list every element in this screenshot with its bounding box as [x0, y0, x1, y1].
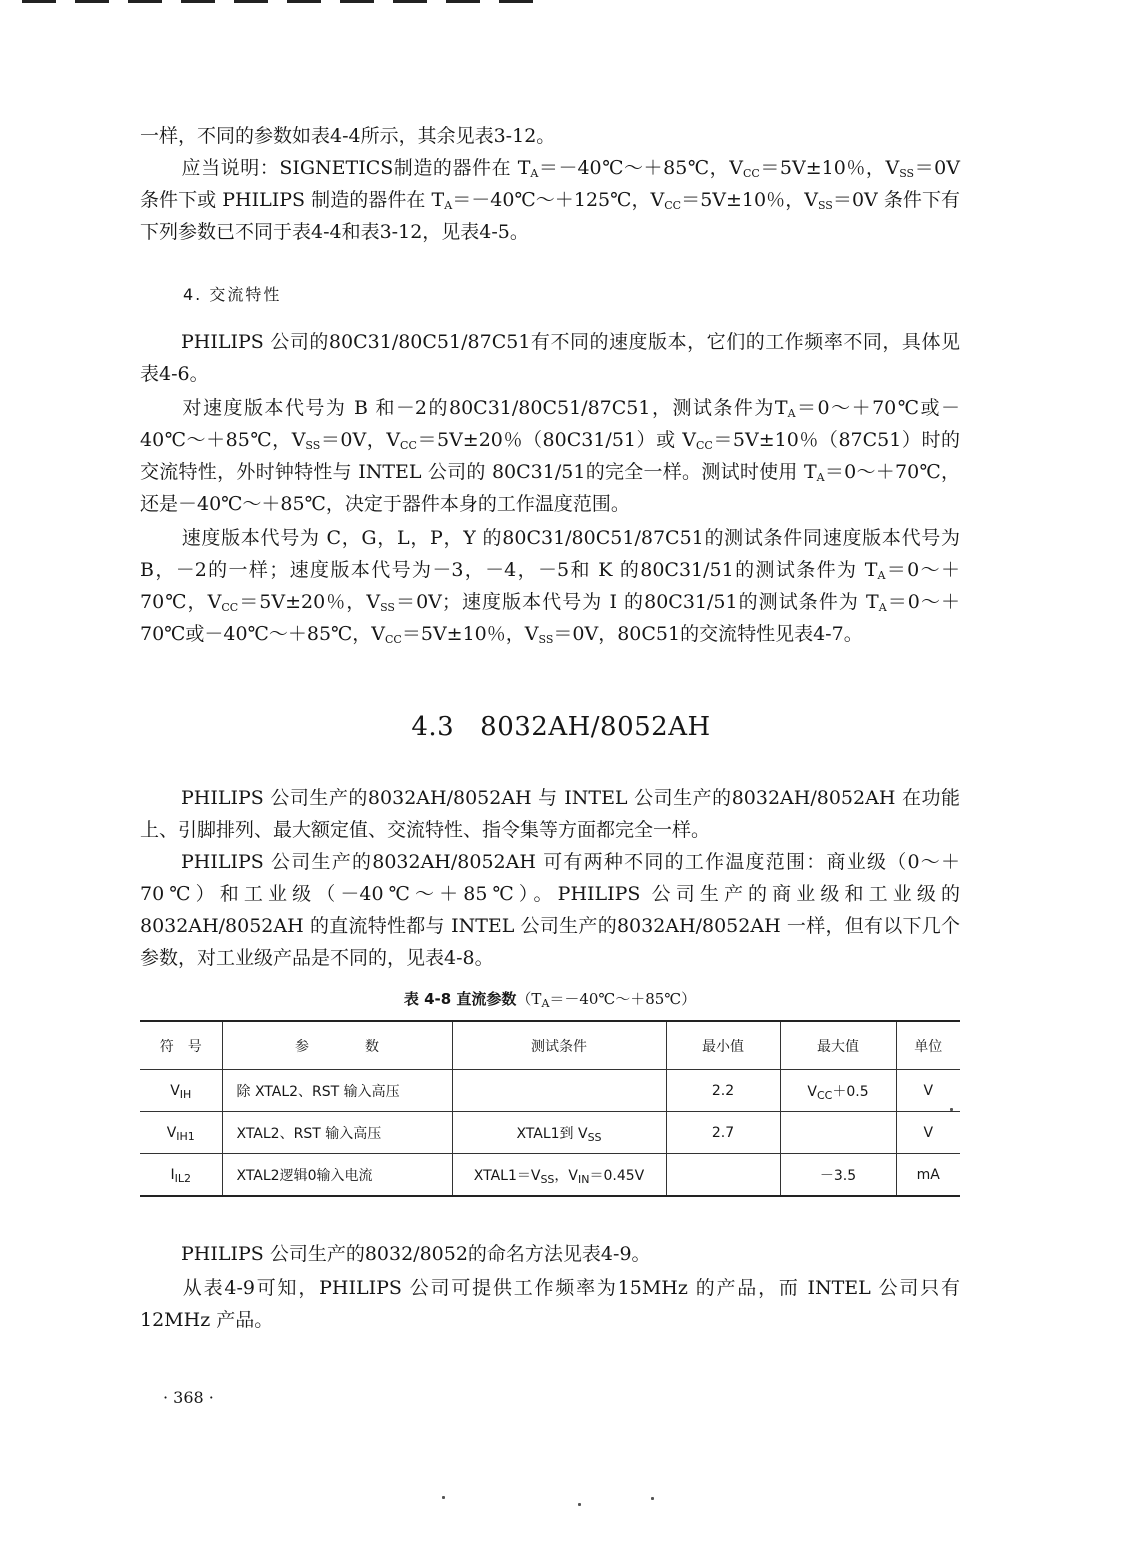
header-max: 最大值 — [780, 1021, 896, 1070]
cell-symbol: $I_{IL2}$ — [140, 1154, 222, 1197]
table-row — [140, 1154, 960, 1197]
paragraph-signetics-note: 应当说明：SIGNETICS制造的器件在 $T_A=-40℃\sim+85℃$，$V_{CC}=5V\pm 10$％，$V_{SS}=0V$ 条件下或 PHILIPS 制造的器件在 $T_A=-40℃\sim+125℃$，$V_{CC}=5V\pm 10$％，$V_{SS}=0V$ 条件下有下列参数已不同于表4-4和表3-12，见表4-5。 — [140, 157, 960, 243]
paragraph-frequency-note: 从表4-9可知，PHILIPS 公司可提供工作频率为15MHz 的产品，而 INTEL 公司只有12MHz 产品。 — [140, 1277, 960, 1331]
cell-max: $V_{CC}+0.5$ — [780, 1070, 896, 1112]
cell-test-condition — [452, 1070, 666, 1112]
paragraph-speed-versions: PHILIPS 公司的80C31/80C51/87C51有不同的速度版本，它们的工作频率不同，具体见表4-6。 — [140, 331, 960, 385]
cell-min: 2.7 — [666, 1112, 780, 1154]
cell-max — [780, 1112, 896, 1154]
cell-parameter: XTAL2逻辑0输入电流 — [222, 1154, 452, 1197]
paragraph-continuation: 一样，不同的参数如表4-4所示，其余见表3-12。 — [140, 125, 556, 147]
cell-unit: mA — [896, 1154, 960, 1197]
cell-min — [666, 1154, 780, 1197]
page-number: · 368 · — [163, 1388, 214, 1407]
cell-max: －3.5 — [780, 1154, 896, 1197]
paragraph-test-conditions: 对速度版本代号为 B 和－2的80C31/80C51/87C51，测试条件为$T_A=0\sim+70℃$或－40℃～＋85℃，$V_{SS}=0V$，$V_{CC}=5V\pm 20$％（80C31/51）或 $V_{CC}=5V\pm 10$％（87C51）时的交流特性，外时钟特性与 INTEL 公司的 80C31/51的完全一样。测试时使用 $T_A=0\sim+70℃$，还是－40℃～＋85℃，决定于器件本身的工作温度范围。 — [140, 397, 960, 515]
section-number: 4.3 — [411, 712, 455, 742]
section-title-text: 8032AH/8052AH — [480, 712, 711, 742]
cell-unit: V — [896, 1112, 960, 1154]
paragraph-8032ah-intro: PHILIPS 公司生产的8032AH/8052AH 与 INTEL 公司生产的8032AH/8052AH 在功能上、引脚排列、最大额定值、交流特性、指令集等方面都完全一样。 — [140, 787, 960, 841]
cell-symbol: $V_{IH}$ — [140, 1070, 222, 1112]
cell-test-condition: XTAL1到 $V_{SS}$ — [452, 1112, 666, 1154]
subheading-ac-characteristics: 4. 交流特性 — [183, 285, 282, 304]
cell-test-condition: $XTAL1=V_{SS}$，$V_{IN}=0.45V$ — [452, 1154, 666, 1197]
cell-unit: V — [896, 1070, 960, 1112]
table-header-row — [140, 1021, 960, 1070]
section-heading — [0, 712, 1122, 742]
paragraph-temperature-ranges: PHILIPS 公司生产的8032AH/8052AH 可有两种不同的工作温度范围：商业级（0～＋70℃）和工业级（－40℃～＋85℃）。PHILIPS 公司生产的商业级和工业级的8032AH/8052AH 的直流特性都与 INTEL 公司生产的8032AH/8052AH 一样，但有以下几个参数，对工业级产品是不同的，见表4-8。 — [140, 851, 960, 969]
header-symbol: 符 号 — [140, 1021, 222, 1070]
cell-symbol: $V_{IH1}$ — [140, 1112, 222, 1154]
table-row — [140, 1070, 960, 1112]
cell-parameter: XTAL2、RST 输入高压 — [222, 1112, 452, 1154]
cell-min: 2.2 — [666, 1070, 780, 1112]
table-caption: 表 4-8 直流参数$(T_A=-40℃\sim+85℃)$ — [403, 990, 697, 1010]
header-unit: 单位 — [896, 1021, 960, 1070]
table-row — [140, 1112, 960, 1154]
dc-parameters-table — [140, 1020, 960, 1197]
header-parameter: 参 数 — [222, 1021, 452, 1070]
header-min: 最小值 — [666, 1021, 780, 1070]
paragraph-speed-codes: 速度版本代号为 C，G，L，P，Y 的80C31/80C51/87C51的测试条件同速度版本代号为 B，－2的一样；速度版本代号为－3，－4，－5和 K 的80C31/51的测试条件为 $T_A=0\sim+70℃$，$V_{CC}=5V\pm 20$％，$V_{SS}=0V$；速度版本代号为 I 的80C31/51的测试条件为 $T_A=0\sim+70℃$或－40℃～＋85℃，$V_{CC}=5V\pm 10$％，$V_{SS}=0V$，80C51的交流特性见表4-7。 — [140, 527, 961, 646]
header-test-condition: 测试条件 — [452, 1021, 666, 1070]
paragraph-naming-method: PHILIPS 公司生产的8032/8052的命名方法见表4-9。 — [181, 1243, 651, 1265]
cell-parameter: 除 XTAL2、RST 输入高压 — [222, 1070, 452, 1112]
